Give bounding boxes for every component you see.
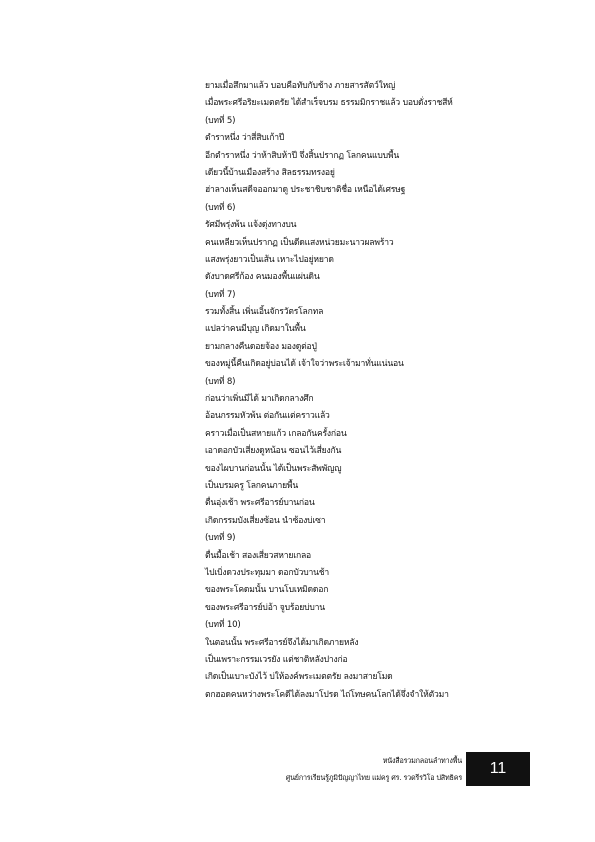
poem-line: ยามกลางคืนดอยจ้อง มองดูต่อปู่ — [205, 341, 317, 352]
poem-line: ไปเบิ่งดวงประทุมมา ดอกบัวบานช้า — [205, 567, 330, 578]
section-heading: (บทที่ 9) — [205, 533, 236, 544]
poem-line: ของหมู่นี้คืนเกิดอยู่บ่อนได้ เจ้าใจว่าพระเจ้ามาทั่นแน่นอน — [205, 359, 404, 370]
poem-line: เป็นบรมครู โลกคนภายพื้น — [205, 480, 299, 491]
page-number: 11 — [489, 760, 507, 777]
section-heading: (บทที่ 7) — [205, 289, 236, 300]
poem-line: ของไผบานก่อนนั้น ได้เป็นพระสัพพัญญู — [205, 463, 342, 474]
poem-body — [205, 78, 575, 704]
poem-line: ของพระศรีอารย์บ่อ้า จูบร้อยบ่บาน — [205, 602, 325, 613]
poem-line: ในตอนนั้น พระศรีอารย์จึงได้มาเกิดภายหลัง — [205, 637, 359, 648]
section-heading: (บทที่ 5) — [205, 115, 236, 126]
poem-line: แสงพรุ่งยาวเป็นเส้น เหาะไปอยู่หยาด — [205, 254, 334, 265]
poem-line: เอาดอกบัวเสี่ยงดูหน้อน ซอนไว้เสี่ยงกัน — [205, 446, 342, 457]
poem-line: ตำราหนึ่ง ว่าสี่สิบเก้าปี — [205, 133, 285, 144]
footer-publisher: ศูนย์การเรียนรู้ภูมิปัญญาไทย แม่ครู ศร. รวดรีรวิโอ บ่สิทธิคร — [285, 773, 462, 782]
poem-line: ยามเมื่อสึกมาแล้ว บอบคือทับกับช้าง ภายสารสัตว์ใหญ่ — [205, 81, 396, 91]
poem-line: ตื่นอุ่งเช้า พระศรีอารย์บานก่อน — [205, 498, 315, 509]
poem-line: อีกตำราหนึ่ง ว่าห้าสิบห้าปี จึ่งสิ้นปรากฏ โลกคนแบบพื้น — [205, 150, 400, 161]
section-heading: (บทที่ 8) — [205, 376, 236, 387]
poem-line: แปลว่าคนมีบุญ เกิดมาในพื้น — [205, 324, 306, 335]
section-heading: (บทที่ 6) — [205, 202, 236, 213]
footer-book-title: หนังสือรวมกลอนลำทางพื้น — [382, 756, 462, 765]
poem-line: เมื่อพระศรีอริยะเมตตรัย ได้สำเร็จบรม ธรรมมิกราชแล้ว บอบดั่งราชสีห์ — [205, 98, 453, 109]
section-heading: (บทที่ 10) — [205, 620, 241, 631]
poem-line: ฮ่าลางเห็นสดีจออกมาดู ประชาชิบชาติชื่อ เหนือได้เศรษฐ — [205, 185, 406, 196]
poem-line: รวมทั้งสิ้น เพิ่นเอิ้นจักรวัตรโลกทล — [205, 307, 324, 318]
poem-line: ตกฮอดคนหว่างพระโคดีได้ลงมาโปรด ไถ่โทษคนโลกได้จึ่งจำให้ตัวมา — [205, 689, 449, 700]
poem-line: ตื่นมื้อเช้า สองเสี่ยวสหายเกลอ — [205, 550, 311, 561]
poem-line: เกิดเป็นเบาะบังไว้ บ่ให้องค์พระเมตตรัย ลงมาสายโมด — [205, 672, 393, 683]
page-footer — [286, 752, 462, 786]
poem-line: คนเหลียวเห็นปรากฏ เป็นดีดแสงหน่วยมะนาวผลพร้าว — [205, 237, 394, 248]
poem-line: เป็นเพราะกรรมเวรยัง แต่ชาติหลังปางก่อ — [205, 654, 348, 665]
poem-line: เดียวนี้บ้านเมืองสร้าง สิลธรรมทรงอยู่ — [205, 167, 335, 178]
poem-line: อ้อนกรรมหัวพ้น ต่อกันแต่คราวแล้ว — [205, 411, 330, 422]
poem-line: เกิดกรรมบังเสี่ยงซ้อน นำซ้องบ่เซา — [205, 515, 326, 526]
poem-line: ของพระโคดมนั้น บานโบเหมิดดอก — [205, 585, 329, 596]
poem-line: ดังบาดศรีก้อง คนมองพื้นแผ่นดิน — [205, 272, 320, 283]
page-number-box — [466, 752, 530, 786]
poem-line: คราวเมื่อเป็นสหายแก้ว เกลอกันครั้งก่อน — [205, 428, 347, 439]
poem-line: รัศมีพรุ่งพ้น แจ้งดุ่งทางบน — [205, 220, 297, 231]
poem-line: ก่อนว่าเพิ่นมีได้ มาเกิดกลางศึก — [205, 394, 314, 405]
